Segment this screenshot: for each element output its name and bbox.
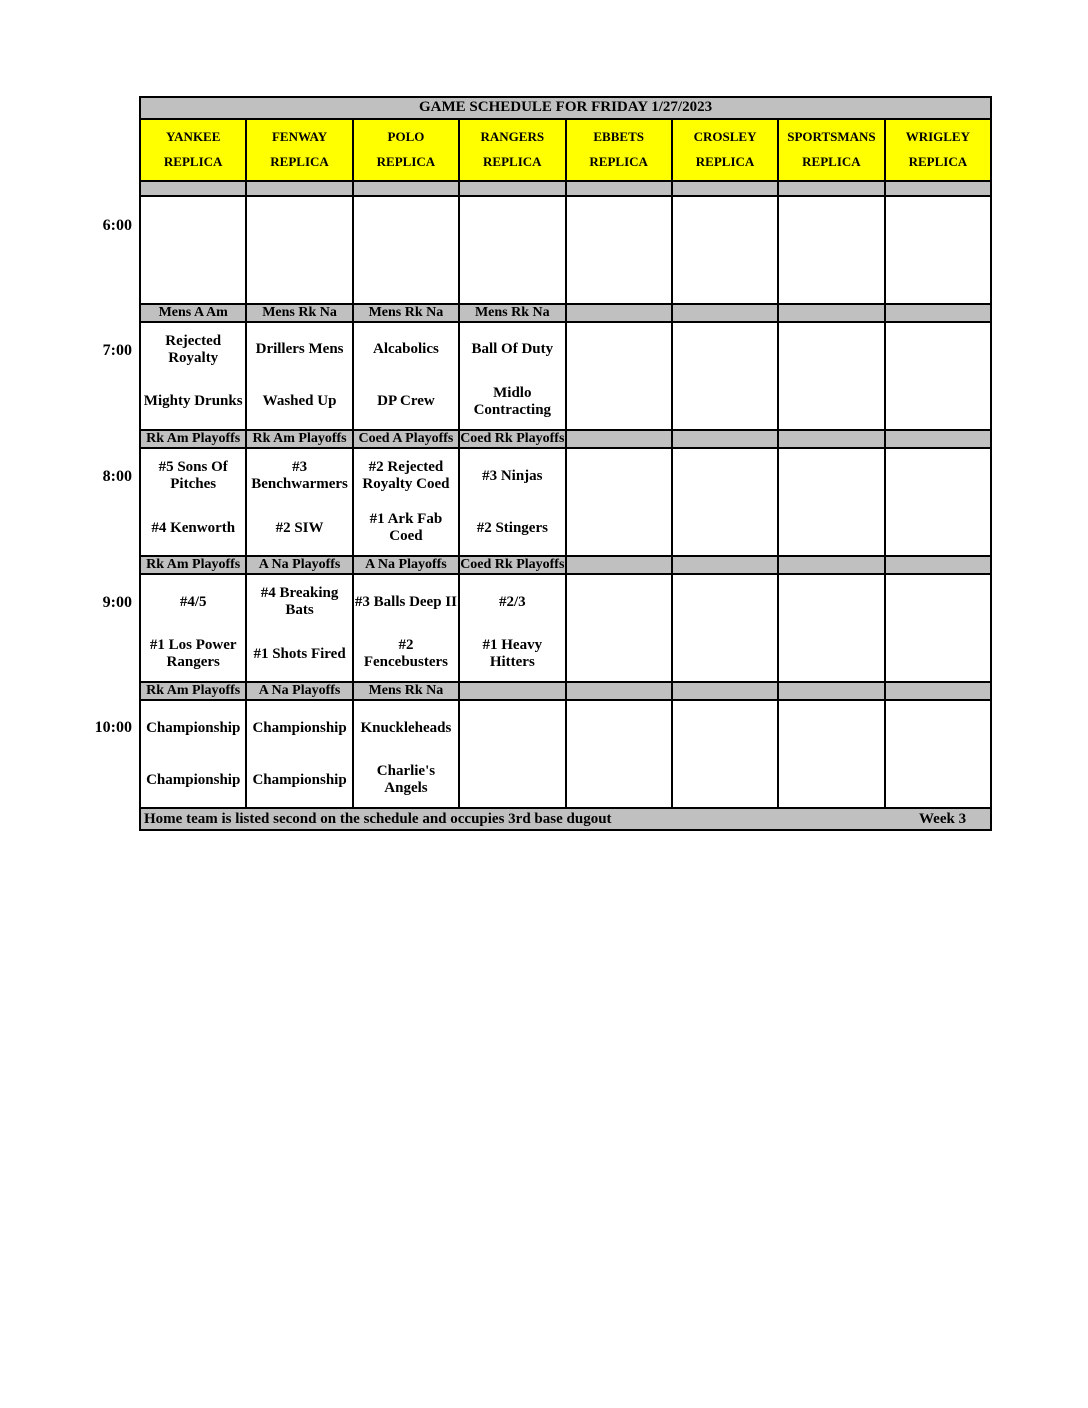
game-cell: [140, 700, 246, 808]
game-cell: [566, 196, 672, 304]
field-name: FENWAY: [271, 129, 328, 145]
away-team: [779, 702, 883, 754]
schedule-table: [139, 96, 992, 831]
game-cell: [885, 196, 991, 304]
home-team: #2 Stingers: [476, 519, 548, 536]
field-name: CROSLEY: [693, 129, 757, 145]
game-cell: [566, 574, 672, 682]
league-label: [885, 430, 991, 448]
league-label: Mens Rk Na: [353, 304, 459, 322]
home-team: [779, 250, 883, 302]
league-label: A Na Playoffs: [246, 682, 352, 700]
game-cell: [566, 322, 672, 430]
home-team: #2 Fencebusters: [363, 637, 449, 671]
league-label: [459, 682, 565, 700]
game-cell: [885, 574, 991, 682]
game-cell: [885, 448, 991, 556]
field-header: [246, 119, 352, 181]
spacer-cell: [246, 181, 352, 196]
league-label: [778, 556, 884, 574]
home-team: [247, 250, 351, 302]
away-team: [779, 450, 883, 502]
game-cell: [778, 448, 884, 556]
league-row: [140, 556, 991, 574]
home-team: [141, 250, 245, 302]
game-cell: [885, 322, 991, 430]
away-team: [673, 450, 777, 502]
away-team: #3 Balls Deep II: [354, 593, 457, 610]
field-sub: REPLICA: [270, 154, 329, 169]
game-cell: [672, 448, 778, 556]
game-cell: [459, 322, 565, 430]
game-cell: [885, 700, 991, 808]
away-team: [567, 450, 671, 502]
spacer-cell: [778, 181, 884, 196]
field-sub: REPLICA: [163, 154, 223, 169]
away-team: [567, 576, 671, 628]
game-cell: [246, 448, 352, 556]
spacer-cell: [672, 181, 778, 196]
field-sub: REPLICA: [908, 154, 968, 169]
field-header: [353, 119, 459, 181]
time-label: 10:00: [94, 719, 132, 736]
game-cell: [459, 574, 565, 682]
league-label: [778, 430, 884, 448]
league-label: [566, 430, 672, 448]
league-label: A Na Playoffs: [246, 556, 352, 574]
home-team: DP Crew: [377, 393, 435, 410]
home-team: [673, 376, 777, 428]
game-cell: [246, 322, 352, 430]
field-name: SPORTSMANS: [787, 129, 876, 145]
home-team: [779, 502, 883, 554]
game-cell: [672, 700, 778, 808]
home-team: #1 Los Power Rangers: [149, 637, 237, 671]
away-team: [779, 198, 883, 250]
game-cell: [459, 196, 565, 304]
away-team: [460, 198, 564, 250]
league-label: Coed A Playoffs: [353, 430, 459, 448]
game-cell: [353, 322, 459, 430]
schedule-body: [140, 97, 991, 830]
league-row: [140, 682, 991, 700]
league-label: [672, 556, 778, 574]
spacer-cell: [885, 181, 991, 196]
time-label: 9:00: [102, 594, 132, 611]
league-row: [140, 304, 991, 322]
field-sub: REPLICA: [589, 154, 648, 169]
away-team: Alcabolics: [373, 341, 439, 358]
field-header: [140, 119, 246, 181]
title-row: [140, 97, 991, 119]
field-name: POLO: [387, 129, 425, 145]
away-team: [567, 702, 671, 754]
week-label: Week 3: [919, 810, 967, 827]
home-team: [886, 376, 990, 428]
footer-row: [140, 808, 991, 830]
league-label: Coed Rk Playoffs: [459, 556, 565, 574]
game-cell: [246, 700, 352, 808]
league-label: [672, 304, 778, 322]
field-name: WRIGLEY: [905, 129, 970, 145]
away-team: [673, 702, 777, 754]
home-team: [673, 754, 777, 806]
away-team: [673, 324, 777, 376]
spacer-cell: [140, 181, 246, 196]
game-row: [140, 322, 991, 430]
home-team: [886, 754, 990, 806]
away-team: [567, 198, 671, 250]
away-team: #2 Rejected Royalty Coed: [362, 458, 450, 493]
away-team: [886, 576, 990, 628]
league-label: Mens Rk Na: [459, 304, 565, 322]
league-label: A Na Playoffs: [353, 556, 459, 574]
spacer-cell: [459, 181, 565, 196]
league-label: [778, 682, 884, 700]
away-team: Championship: [146, 719, 241, 736]
game-cell: [140, 448, 246, 556]
home-team: #4 Kenworth: [151, 519, 236, 536]
league-label: [566, 682, 672, 700]
home-team: [886, 502, 990, 554]
home-team: [779, 628, 883, 680]
home-team: [886, 250, 990, 302]
field-name: RANGERS: [480, 129, 545, 145]
game-cell: [140, 574, 246, 682]
away-team: Rejected Royalty: [165, 332, 222, 367]
game-cell: [672, 322, 778, 430]
away-team: [247, 198, 351, 250]
field-header-row: [140, 119, 991, 181]
home-team: [673, 502, 777, 554]
league-label: Rk Am Playoffs: [140, 430, 246, 448]
home-team: Mighty Drunks: [143, 393, 243, 410]
away-team: [886, 450, 990, 502]
away-team: #2/3: [498, 593, 526, 610]
game-cell: [778, 196, 884, 304]
game-cell: [778, 322, 884, 430]
game-cell: [353, 700, 459, 808]
game-cell: [140, 196, 246, 304]
home-team: [567, 250, 671, 302]
away-team: Ball Of Duty: [471, 341, 554, 358]
home-team: Midlo Contracting: [473, 384, 552, 419]
away-team: [460, 702, 564, 754]
away-team: #3 Ninjas: [482, 467, 543, 484]
game-row: [140, 700, 991, 808]
game-cell: [672, 196, 778, 304]
spacer-cell: [353, 181, 459, 196]
game-cell: [353, 574, 459, 682]
game-cell: [353, 196, 459, 304]
home-team: [460, 250, 564, 302]
game-cell: [246, 574, 352, 682]
away-team: Knuckleheads: [360, 719, 452, 736]
footer-content: [141, 811, 990, 828]
home-team: #1 Ark Fab Coed: [369, 510, 443, 545]
field-header: [778, 119, 884, 181]
away-team: [779, 324, 883, 376]
field-header: [566, 119, 672, 181]
home-team: #1 Shots Fired: [253, 645, 346, 662]
field-header: [459, 119, 565, 181]
away-team: [141, 198, 245, 250]
spacer-row: [140, 181, 991, 196]
home-team: [354, 250, 458, 302]
home-team: [567, 628, 671, 680]
game-row: [140, 574, 991, 682]
game-row: [140, 448, 991, 556]
home-team: Championship: [146, 771, 241, 788]
game-cell: [566, 448, 672, 556]
home-team: Washed Up: [262, 393, 337, 410]
league-label: [778, 304, 884, 322]
away-team: #3 Benchwarmers: [251, 458, 348, 493]
league-label: Mens Rk Na: [353, 682, 459, 700]
league-label: Rk Am Playoffs: [140, 682, 246, 700]
home-team: [567, 502, 671, 554]
away-team: [673, 198, 777, 250]
away-team: #4/5: [179, 593, 207, 610]
away-team: [567, 324, 671, 376]
game-cell: [140, 322, 246, 430]
field-name: EBBETS: [593, 129, 644, 145]
league-label: [885, 682, 991, 700]
league-label: Coed Rk Playoffs: [459, 430, 565, 448]
field-header: [672, 119, 778, 181]
league-label: [672, 682, 778, 700]
game-cell: [459, 700, 565, 808]
home-team-note: Home team is listed second on the schedule and occupies 3rd base dugout: [144, 810, 612, 827]
field-sub: REPLICA: [483, 154, 542, 169]
home-team: [673, 628, 777, 680]
league-label: [885, 304, 991, 322]
game-cell: [459, 448, 565, 556]
league-label: Rk Am Playoffs: [140, 556, 246, 574]
away-team: #4 Breaking Bats: [260, 585, 339, 619]
game-cell: [672, 574, 778, 682]
footer-cell: [140, 808, 991, 830]
field-name: YANKEE: [165, 129, 221, 145]
home-team: [886, 628, 990, 680]
home-team: [779, 754, 883, 806]
league-row: [140, 430, 991, 448]
time-label: 8:00: [102, 468, 132, 485]
game-cell: [246, 196, 352, 304]
league-label: Rk Am Playoffs: [246, 430, 352, 448]
away-team: [779, 576, 883, 628]
game-cell: [778, 574, 884, 682]
home-team: Championship: [252, 771, 347, 788]
home-team: [460, 754, 564, 806]
league-label: [566, 556, 672, 574]
game-row: [140, 196, 991, 304]
home-team: [779, 376, 883, 428]
away-team: [886, 702, 990, 754]
away-team: [886, 198, 990, 250]
field-sub: REPLICA: [695, 154, 755, 169]
spacer-cell: [566, 181, 672, 196]
away-team: [886, 324, 990, 376]
home-team: [567, 754, 671, 806]
away-team: Championship: [252, 719, 347, 736]
field-sub: REPLICA: [802, 154, 861, 169]
home-team: #2 SIW: [275, 519, 324, 536]
league-label: [885, 556, 991, 574]
schedule-title: GAME SCHEDULE FOR FRIDAY 1/27/2023: [140, 97, 991, 119]
home-team: [567, 376, 671, 428]
league-label: [566, 304, 672, 322]
home-team: Charlie's Angels: [376, 763, 436, 797]
away-team: [673, 576, 777, 628]
game-cell: [566, 700, 672, 808]
field-header: [885, 119, 991, 181]
away-team: Drillers Mens: [255, 341, 344, 358]
home-team: #1 Heavy Hitters: [482, 637, 543, 671]
league-label: [672, 430, 778, 448]
away-team: [354, 198, 458, 250]
league-label: Mens A Am: [140, 304, 246, 322]
time-label: 7:00: [102, 342, 132, 359]
league-label: Mens Rk Na: [246, 304, 352, 322]
game-cell: [353, 448, 459, 556]
field-sub: REPLICA: [376, 154, 436, 169]
away-team: #5 Sons Of Pitches: [158, 458, 228, 493]
game-cell: [778, 700, 884, 808]
time-label: 6:00: [102, 217, 132, 234]
home-team: [673, 250, 777, 302]
